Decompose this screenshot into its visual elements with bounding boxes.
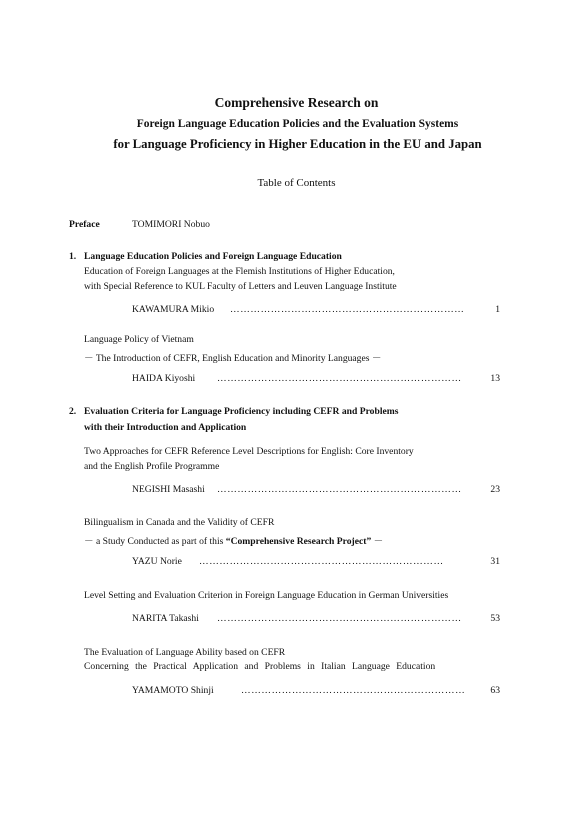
- entry-5-page: 53: [490, 613, 500, 624]
- entry-1-title-line2: with Special Reference to KUL Faculty of Letters and Leuven Language Institute: [84, 281, 397, 292]
- preface-label: Preface: [69, 219, 100, 230]
- entry-4-title-line1: Bilingualism in Canada and the Validity of CEFR: [84, 517, 275, 528]
- section-2-title-line1: Evaluation Criteria for Language Proficiency including CEFR and Problems: [84, 406, 399, 417]
- entry-6-page: 63: [490, 685, 500, 696]
- entry-2-title-line1: Language Policy of Vietnam: [84, 334, 194, 345]
- entry-4-title-suffix: －: [371, 536, 384, 547]
- entry-3-title-line2: and the English Profile Programme: [84, 461, 220, 472]
- preface-author: TOMIMORI Nobuo: [132, 219, 210, 230]
- entry-4-leader: ………………………………………………………………: [199, 556, 444, 567]
- entry-4-page: 31: [490, 556, 500, 567]
- entry-4-author: YAZU Norie: [132, 556, 182, 567]
- entry-2-author: HAIDA Kiyoshi: [132, 373, 196, 384]
- entry-5-author: NARITA Takashi: [132, 613, 199, 624]
- section-1-title: Language Education Policies and Foreign Language Education: [84, 251, 342, 262]
- entry-3-title-line1: Two Approaches for CEFR Reference Level Descriptions for English: Core Inventory: [84, 446, 414, 457]
- section-2-number: 2.: [69, 406, 77, 417]
- toc-heading: Table of Contents: [257, 177, 336, 189]
- entry-6-author: YAMAMOTO Shinji: [132, 685, 214, 696]
- entry-3-leader: ………………………………………………………………: [217, 484, 462, 495]
- title-line-1: Comprehensive Research on: [214, 95, 379, 110]
- entry-4-title-prefix: － a Study Conducted as part of this: [84, 536, 226, 547]
- entry-6-leader: …………………………………………………………: [241, 685, 466, 696]
- entry-3-author: NEGISHI Masashi: [132, 484, 205, 495]
- entry-4-title-bold: “Comprehensive Research Project”: [225, 536, 372, 547]
- section-1-number: 1.: [69, 251, 77, 262]
- entry-1-page: 1: [495, 304, 500, 315]
- entry-5-title-line1: Level Setting and Evaluation Criterion in Foreign Language Education in German Universities: [84, 590, 449, 601]
- entry-1-author: KAWAMURA Mikio: [132, 304, 215, 315]
- title-line-3: for Language Proficiency in Higher Education in the EU and Japan: [113, 137, 482, 151]
- entry-2-page: 13: [490, 373, 500, 384]
- section-2-title-line2: with their Introduction and Application: [84, 422, 247, 433]
- entry-6-title-line1: The Evaluation of Language Ability based on CEFR: [84, 647, 286, 658]
- entry-5-leader: ………………………………………………………………: [217, 613, 462, 624]
- entry-2-leader: ………………………………………………………………: [217, 373, 462, 384]
- entry-2-title-line2: － The Introduction of CEFR, English Education and Minority Languages －: [84, 353, 382, 364]
- entry-3-page: 23: [490, 484, 500, 495]
- entry-6-title-line2: Concerning the Practical Application and Problems in Italian Language Education: [84, 661, 436, 672]
- entry-4-title-line2: [84, 533, 383, 547]
- title-line-2: Foreign Language Education Policies and the Evaluation Systems: [136, 118, 459, 130]
- entry-1-title-line1: Education of Foreign Languages at the Flemish Institutions of Higher Education,: [84, 266, 395, 277]
- document-title: [0, 92, 583, 155]
- entry-1-leader: ……………………………………………………………: [230, 304, 465, 315]
